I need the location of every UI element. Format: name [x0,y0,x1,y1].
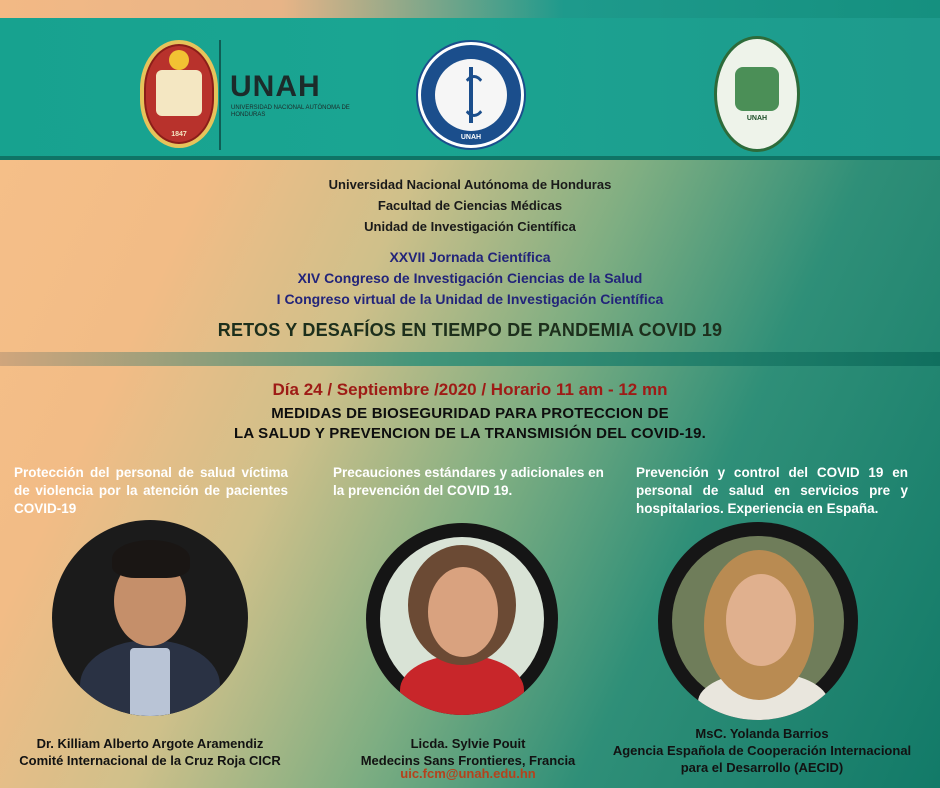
speaker-face-shape [726,574,796,666]
theme-title: RETOS Y DESAFÍOS EN TIEMPO DE PANDEMIA COVID 19 [217,320,723,340]
fcm-seal-logo [418,42,524,148]
session-topic [0,404,940,444]
speaker-org: Agencia Española de Cooperación Internacional para el Desarrollo (AECID) [612,743,912,775]
unah-wordmark: UNAH [230,70,321,103]
shirt-shape [130,648,170,716]
speaker-name: Licda. Sylvie Pouit [410,736,526,751]
speaker-photo-3 [658,522,858,720]
contact-email: uic.fcm@unah.edu.hn [400,766,536,781]
speaker-photo-2 [366,523,558,715]
talk-title-1: Protección del personal de salud víctima de violencia por la atención de pacientes COVID-19 [14,465,288,516]
seal-year: 1847 [171,131,187,138]
unah-seal-logo [140,40,218,148]
talk-title-3: Prevención y control del COVID 19 en personal de salud en servicios pre y hospitalarios. Experiencia en España. [636,465,908,516]
session-date: Día 24 / Septiembre /2020 / Horario 11 am - 12 mn [272,380,668,399]
uic-seal-label: UNAH [746,115,768,122]
speaker-credit-2 [318,735,618,769]
event-line: XIV Congreso de Investigación Ciencias de la Salud [297,270,643,286]
logo-divider [219,40,221,150]
topic-line: MEDIDAS DE BIOSEGURIDAD PARA PROTECCION DE [271,405,669,422]
speaker-name: MsC. Yolanda Barrios [695,726,829,741]
talk-title-2: Precauciones estándares y adicionales en la prevención del COVID 19. [333,465,604,498]
event-line: I Congreso virtual de la Unidad de Investigación Científica [276,291,664,307]
hair-shape [112,540,190,578]
unah-wordmark-subtitle: UNIVERSIDAD NACIONAL AUTÓNOMA DE HONDURAS [231,105,350,118]
institution-line: Unidad de Investigación Científica [364,219,576,234]
speaker-credit-3 [612,725,912,776]
sun-emblem-icon [169,50,189,70]
serpent-icon [461,75,487,117]
uic-emblem-icon [735,67,779,111]
speaker-org: Comité Internacional de la Cruz Roja CICR [19,753,281,768]
institution-line: Facultad de Ciencias Médicas [377,198,563,213]
speaker-org: Medecins Sans Frontieres, Francia [360,753,576,768]
event-block [0,247,940,310]
institution-block [0,174,940,237]
speaker-photo-1 [52,520,248,716]
fcm-seal-label: UNAH [460,134,482,141]
seal-building-icon [156,70,202,116]
section-separator [0,352,940,366]
uic-seal-logo [714,36,800,152]
speaker-face-shape [428,567,498,657]
speaker-credit-1 [0,735,300,769]
institution-line: Universidad Nacional Autónoma de Honduras [328,177,612,192]
speaker-name: Dr. Killiam Alberto Argote Aramendiz [36,736,264,751]
event-line: XXVII Jornada Científica [389,249,551,265]
topic-line: LA SALUD Y PREVENCION DE LA TRANSMISIÓN DEL COVID-19. [233,425,707,442]
